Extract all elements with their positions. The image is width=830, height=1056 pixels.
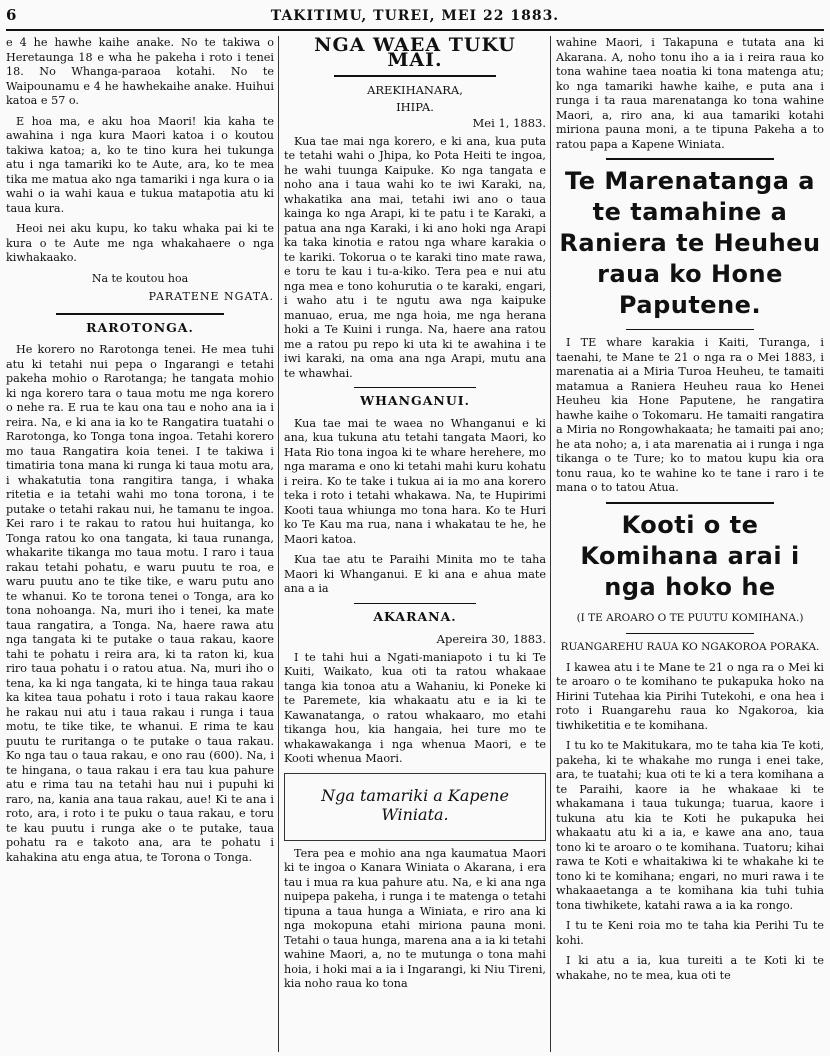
section-rule bbox=[354, 387, 476, 388]
column-3 bbox=[556, 36, 824, 1052]
section-rule bbox=[354, 603, 476, 604]
section-heading-ruanga: RUANGAREHU RAUA KO NGAKOROA PORAKA. bbox=[560, 641, 820, 653]
paragraph: I kawea atu i te Mane te 21 o nga ra o Mei ki te aroaro o te komihano te pukapuka hoko na Hirini Tutehaa kia Pirihi Tutekohi, e ona hea i roto i Ruangarehu raua ko Ngakoroa, kia tiwhiketitia e te komihana. bbox=[556, 660, 824, 732]
dateline-place: AREKIHANARA, bbox=[367, 83, 463, 97]
paragraph: e 4 he hawhe kaihe anake. No te takiwa o Heretaunga 18 e wha he pakeha i roto i tenei 18. No Whanga-paraoa kotahi. No te Waipounamu e 4 he hawhekaihe anake. Huihui katoa e 57 o. bbox=[6, 36, 274, 107]
paragraph: E hoa ma, e aku hoa Maori! kia kaha te awahina i nga kura Maori katoa i o koutou takiwa katoa; a, ko te tino kura hei tukunga atu i nga tamariki ko te Aute, ara, ko te mea tika me matua ako nga tamariki i nga kura o ia wahi o ia wahi kaua e tukua matapotia atu ki taua kura. bbox=[6, 114, 274, 215]
section-rule bbox=[626, 329, 754, 330]
page-header bbox=[0, 0, 830, 30]
section-rule bbox=[56, 313, 224, 315]
paragraph: I tu te Keni roia mo te taha kia Perihi Tu te kohi. bbox=[556, 919, 824, 947]
subheading: (I TE AROARO O TE PUUTU KOMIHANA.) bbox=[576, 611, 804, 624]
paragraph: I TE whare karakia i Kaiti, Turanga, i taenahi, te Mane te 21 o nga ra o Mei 1883, i marenatia ai a Miria Turoa Heuheu, te tamaiti matamua a Raniera Heuheu raua ko Henei Heuheu kia Hone Paputene, he rangatira hawhe kaihe o Tokomaru. He tamaiti rangatira a Miria no Rongowhakaata; he tamaiti pai ano; he ata noho; a, i ata marenatia ai i runga i nga tikanga o te Ture; ko to matou kupu kia ora tonu raua, ko te wahine ko te tane i raro i te mana o to tatou Atua. bbox=[556, 336, 824, 494]
paragraph: I ki atu a ia, kua tureiti a te Koti ki te whakahe, no te mea, kua oti te bbox=[556, 954, 824, 982]
column-1 bbox=[6, 36, 274, 1052]
section-rule bbox=[606, 158, 774, 160]
paragraph: I tu ko te Makitukara, mo te taha kia Te koti, pakeha, ki te whakahe mo runga i enei take, ara, te tuatahi; kua oti te ki a tera komihana a te Paraihi, kaore ia he whakaae ki te whakamana i taua tukunga; tuarua, kaore i tukuna atu kia te Koti he pukapuka hei whakaatu atu ki a ia, e kawe ana ano, taua tono ki te aroaro o te komihana. Tuatoru; kihai rawa te Koti e whaitakiwa ki te whakahe ki te tono ki te komihana; engari, no muri rawa i te whakaaetanga a te komihana kia tuhi tuhia tona tiwhikete, katahi rawa a ia ka rongo. bbox=[556, 739, 824, 912]
paragraph: wahine Maori, i Takapuna e tutata ana ki Akarana. A, noho tonu iho a ia i reira raua ko tona wahine taea noatia ki tona matenga atu; ko nga tamariki hawhe kaihe, e puta ana i runga i ta raua marenatanga ko tona wahine Maori, a, riro ana, ki aua tamariki kotahi miriona pauna moni, a te tipuna Pakeha a to ratou papa a Kapene Winiata. bbox=[556, 36, 824, 151]
dateline-date: Mei 1, 1883. bbox=[472, 116, 546, 130]
section-rule bbox=[606, 502, 774, 504]
page-number: 6 bbox=[6, 6, 17, 24]
paragraph: Kua tae mai nga korero, e ki ana, kua puta te tetahi wahi o Jhipa, ko Pota Heiti te ingoa, he wahi tuunga Kaipuke. Ko nga tangata e noho ana i taua wahi ko te iwi Karaki, na, whakatika ana mai, tetahi iwi ano o taua kainga ko nga Arapi, ki te patu i te Karaki, a patua ana nga Karaki, i ki ano hoki nga Arapi ka taka kinotia e ratou nga whare karakia o te kariki. Tokorua o te karaki tino mate rawa, e toru te kau i tu-a-kiko. Tera pea e nui atu nga mea e tono kohurutia o te karaki, engari, i waho atu i te ngutu awa nga kaipuke manuao, erua, me nga hoia, me nga herana hoki a Te Kuini i runga. Na, haere ana ratou me a ratou pu repo ki uta ki te awahina i te iwi karaki, na oma ana nga Arapi, mutu ana te whawhai. bbox=[284, 134, 546, 380]
header-rule bbox=[6, 29, 824, 31]
dateline-place: IHIPA. bbox=[396, 99, 434, 114]
section-rule bbox=[334, 75, 496, 77]
paragraph: Tera pea e mohio ana nga kaumatua Maori ki te ingoa o Kanara Winiata o Akarana, i era tau i mua ra kua pahure atu. Na, e ki ana nga nuipepa pakeha, i runga i te matenga o tetahi tipuna a taua hunga a Winiata, e riro ana ki nga mokopuna etahi miriona pauna moni. Tetahi o taua hunga, marena ana a ia ki tetahi wahine Maori, a, no te mutunga o tona mahi hoia, i hoki mai a ia i Ingarangi, ki Niu Tireni, kia noho raua ko tona bbox=[284, 846, 546, 990]
paragraph: Heoi nei aku kupu, ko taku whaka pai ki te kura o te Aute me nga whakahaere o nga kiwhakaako. bbox=[6, 222, 274, 264]
section-rule bbox=[626, 633, 754, 634]
headline-marenatanga: Te Marenatanga a te tamahine a Raniera te Heuheu raua ko Hone Paputene. bbox=[559, 167, 821, 319]
dateline-date: Apereira 30, 1883. bbox=[436, 632, 546, 646]
column-2 bbox=[284, 36, 546, 1052]
paragraph: Kua tae atu te Paraihi Minita mo te taha Maori ki Whanganui. E ki ana e ahua mate ana a ia bbox=[284, 553, 546, 595]
column-divider bbox=[278, 36, 279, 1052]
paragraph: He korero no Rarotonga tenei. He mea tuhi atu ki tetahi nui pepa o Ingarangi e tetahi pakeha mohio o Rarotanga; he tangata mohio ki nga korero tara o taua motu me nga korero o nehe ra. E rua te kau ona tau e noho ana ia i reira. Na, e ki ana ia ko te Rangatira tuatahi o Rarotonga, ko Tonga tona ingoa. Tetahi korero mo taua Rangatira koia tenei. I te takiwa i timatiria tona mana ki runga ki taua motu ara, i whakatutia tona rangitira tanga, i whaka ritetia e ia tetahi wahi mo tona torona, i te putake o tetahi rakau nui, he tamanu te ingoa. Kei raro i te rakau to ratou hui huitanga, ko Tonga ratou ko ona tangata, ki taua runanga, whakarite tikanga mo taua motu. I raro i taua rakau tetahi pohatu, e waru puutu te roa, e waru puutu ano te tike tike, e waru putu ano te whanui. Ko te torona tenei o Tonga, ara ko tona nohoanga. Na, muri iho i tenei, ka mate taua rangatira, a Tonga. Na, haere rawa atu nga tangata ki te putake o taua rakau, kaore tahi te pohatu i reira ara, ki ta raton ki, kua riro taua pohatu i o ratou atua. Na, muri iho o tena, ka ki nga tangata, ki te hinga taua rakau ka kitea taua pohatu i roto i taua rakau kaore he rakau nui atu i taua rakau i runga i taua motu, te tike tike, te whanui. E rima te kau puutu te ruritanga o te putake o taua rakau. Ko nga tau o taua rakau, e ono rau (600). Na, i te hingana, o taua rakau i era tau kua pahure atu e rima tau na tetahi hau nui i pupuhi ki raro, na, kania ana taua rakau, aue! Ki te ana i roto, ara, i roto i te puku o taua rakau, e toru te kau puutu i runga ake o te putake, taua pohatu ra e takoto ana, ara te pohatu i kahakina atu enga atua, te Torona o Tonga. bbox=[6, 343, 274, 864]
section-heading-akarana: AKARANA. bbox=[373, 608, 457, 624]
masthead: TAKITIMU, TUREI, MEI 22 1883. bbox=[270, 8, 560, 24]
section-heading-rarotonga: RAROTONGA. bbox=[86, 319, 194, 335]
section-heading-whanganui: WHANGANUI. bbox=[360, 393, 470, 408]
paragraph: Kua tae mai te waea no Whanganui e ki ana, kua tukuna atu tetahi tangata Maori, ko Hata Rio tona ingoa ki te whare herehere, mo nga marama e ono ki tetahi mahi kuru kohatu i reira. Ko te take i tukua ai ia mo ana korero teka i roto i tetahi whakawa. Na, te Hupirimi Kooti taua whiunga mo tona hara. Ko te Huri ko Te Kau ma rua, nana i whakatau te he, he Maori katoa. bbox=[284, 416, 546, 546]
column-divider bbox=[550, 36, 551, 1052]
section-heading-waea: NGA WAEA TUKU MAI. bbox=[314, 36, 516, 71]
headline-kooti: Kooti o te Komihana arai i nga hoko he bbox=[580, 510, 800, 601]
paragraph: I te tahi hui a Ngati-maniapoto i tu ki Te Kuiti, Waikato, kua oti ta ratou whakaae tanga kia tonoa atu a Wahaniu, ki Poneke ki te Paremete, kia whakaatu atu e ia ki te Kawanatanga, o ratou whakaaro, mo etahi tikanga hou, kia hangaia, hei ture mo te whakawakanga i nga whenua Maori, e te Kooti whenua Maori. bbox=[284, 650, 546, 765]
boxed-heading bbox=[284, 773, 546, 841]
signature-name: PARATENE NGATA. bbox=[148, 290, 274, 303]
italic-heading-kapene: Nga tamariki a Kapene Winiata. bbox=[321, 785, 509, 824]
signoff: Na te koutou hoa bbox=[91, 271, 189, 285]
